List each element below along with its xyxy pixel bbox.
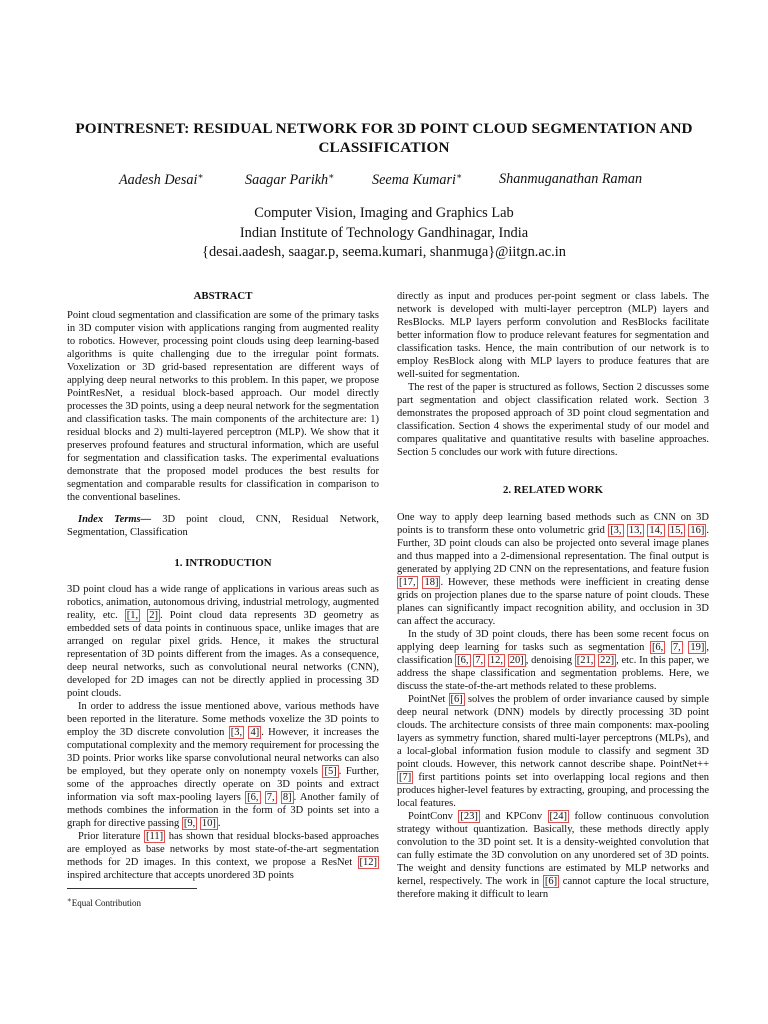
citation-link[interactable]: [7] [399,772,412,783]
citation-link[interactable]: 19] [690,642,705,653]
author-name: Seema Kumari [372,172,456,188]
citation-link[interactable]: [17, [399,577,416,588]
citation-link[interactable]: [3, [230,727,243,738]
intro-paragraph-3 [67,830,379,882]
related-paragraph-2 [397,628,709,693]
citation-link[interactable]: 12, [489,655,504,666]
citation-link[interactable]: 10] [201,818,216,829]
intro-paragraph-1 [67,583,379,700]
citation-link[interactable]: 2] [149,610,159,621]
related-work-heading: 2. RELATED WORK [502,484,604,496]
citation-link[interactable]: 16] [690,525,705,536]
body-text: cannot capture the local structure, therefore making it difficult to learn [397,876,709,900]
citation-link[interactable]: [6, [247,792,259,803]
affiliation-block [60,204,708,263]
related-paragraph-3 [397,693,709,810]
abstract-heading: ABSTRACT [193,290,253,302]
body-text: has shown that residual blocks-based approaches are employed as base networks by most state-of-the-art segmentation methods for 2D images. In this context, we propose a ResNet [67,831,379,868]
citation-link[interactable]: [5] [324,766,337,777]
citation-link[interactable]: [6, [651,642,664,653]
body-text: One way to apply deep learning based methods such as CNN on 3D points is to transform these onto volumetric grid [397,512,709,536]
citation-link[interactable]: 4] [250,727,260,738]
author-name: Shanmuganathan Raman [499,171,643,187]
paper-structure-paragraph: The rest of the paper is structured as follows, Section 2 discusses some part segmentation and object classification related work. Section 3 demonstrates the proposed approach of 3D point cloud segmentation and classification. Section 4 shows the experimental study of our model and compares qualitative and quantitative results with baseline approaches. Section 5 concludes our work with future directions. [397,382,709,458]
lab-name: Computer Vision, Imaging and Graphics Lab [254,205,514,221]
body-text: first partitions points set into overlapping local regions and then produces higher-level features by extracting, grouping, and processing the local features. [397,772,709,809]
intro-paragraph-2 [67,700,379,830]
citation-link[interactable]: [6] [450,694,463,705]
body-text: and KPConv [479,811,548,822]
body-text: 3D point cloud has a wide range of applications in various areas such as robotics, animation, autonomous driving, industrial metrology, augmented reality, etc. [67,584,379,621]
body-text: follow continuous convolution strategy without quantization. Basically, these methods directly apply convolution to the 3D point set. It is a density-weighted convolution that can fully estimate the 3D convolution on any unordered set of 3D points. The weight and density functions are estimated by MLP networks and kernel, respectively. The work in [397,811,709,887]
citation-link[interactable]: 15, [669,525,684,536]
author-3 [372,171,462,189]
citation-link[interactable]: [6, [457,655,469,666]
citation-link[interactable]: 7, [475,655,484,666]
equal-contribution-mark: ∗ [455,171,463,181]
author-list [60,171,708,191]
index-terms [67,513,379,539]
equal-contribution-mark: ∗ [197,171,204,181]
citation-link[interactable]: 8] [282,792,292,803]
footnote [67,895,379,909]
institute-name: Indian Institute of Technology Gandhinagar, India [239,224,529,241]
body-text: solves the problem of order invariance caused by simple deep neural network (DNN) models by directly processing 3D point clouds. The architecture consists of three main components: max-pooling layers as symmetry function, shared multi-layer perceptrons (MLPs), and a local-global information fusion module to classify and segment 3D point clouds. However, this network cannot describe shape. PointNet++ [397,694,709,770]
introduction-heading: 1. INTRODUCTION [174,557,272,569]
index-terms-text: 3D point cloud, CNN, Residual Network, Segmentation, Classification [67,514,379,538]
email-addresses: {desai.aadesh, saagar.p, seema.kumari, shanmuga}@iitgn.ac.in [202,244,566,260]
citation-link[interactable]: [11] [146,831,164,842]
paper-title: POINTRESNET: RESIDUAL NETWORK FOR 3D POINT CLOUD SEGMENTATION AND CLASSIFICATION [75,120,693,156]
left-column [67,290,379,909]
body-text: inspired architecture that accepts unordered 3D points [67,870,294,881]
citation-link[interactable]: [23] [460,811,478,822]
citation-link[interactable]: [21, [576,655,594,666]
intro-continued-paragraph: directly as input and produces per-point segment or class labels. The network is developed with multi-layer perceptron (MLP) layers and ResBlocks. MLP layers perform convolution and ResBlocks facilitate better information flow to produce relevant features for segmentation and classification tasks. Hence, the main contribution of our network is to employ ResBlock along with MLP layers to produce features that are well-suited for segmentation. [397,291,709,380]
related-paragraph-4 [397,810,709,901]
body-text: . Point cloud data represents 3D geometry as embedded sets of data points in continuous space, unlike images that are arranged on regular pixel grids. Hence, it makes the structural representation of 3D points different from the images. As a consequence, deep neural networks, such as convolutional neural networks (CNN), developed for 2D images can not be directly applied in processing 3D point clouds. [67,610,379,699]
body-text: . Further, some of the approaches directly operate on 3D points and extract information via soft max-pooling layers [67,766,379,803]
citation-link[interactable]: [1, [126,610,139,621]
citation-link[interactable]: 7, [672,642,681,653]
citation-link[interactable]: 22] [600,655,615,666]
citation-link[interactable]: [12] [359,857,377,868]
citation-link[interactable]: 7, [266,792,275,803]
author-2 [245,171,334,189]
body-text: Prior literature [78,831,145,842]
right-column [397,290,709,901]
body-text: . However, these methods were inefficient in creating dense grids on projection planes due to the sparse nature of point clouds. These planes can significantly impact recognition ability, and occlusion in 3D can affect the accuracy. [397,577,709,627]
body-text: . [217,818,221,829]
body-text: . Further, 3D point clouds can also be projected onto several image planes and thus mapped into a 2-dimensional representation. The final output is generated by applying 2D CNN on the representations, and feature fusion [397,525,709,575]
body-text: , classification [397,642,709,666]
body-text: . Another family of methods combines the information in the form of 3D points set into a graph for directive passing [67,792,379,829]
body-text: In order to address the issue mentioned above, various methods have been reported in the literature. Some methods voxelize the 3D points to employ the 3D discrete convolution [67,701,379,738]
footnote-text: Equal Contribution [71,898,142,908]
related-paragraph-1 [397,511,709,628]
footnote-rule [67,888,197,889]
body-text: . However, it increases the computational complexity and the memory requirement for processing the 3D points. Prior works like sparse convolutional neural networks can also be employed, but they operate only on nonempty voxels [67,727,380,777]
author-1 [119,171,204,189]
author-name: Aadesh Desai [119,172,198,188]
author-name: Saagar Parikh [245,172,329,188]
citation-link[interactable]: 18] [424,577,439,588]
citation-link[interactable]: [9, [183,818,196,829]
footnote-mark: ∗ [67,896,72,904]
citation-link[interactable]: [3, [610,525,622,536]
author-4 [499,171,642,188]
citation-link[interactable]: 13, [628,525,643,536]
equal-contribution-mark: ∗ [328,171,335,181]
index-terms-label: Index Terms— [78,514,152,525]
body-text: In the study of 3D point clouds, there has been some recent focus on applying deep learning for tasks such as segmentation [397,629,709,653]
body-text: PointNet [408,694,449,705]
citation-link[interactable]: [6] [544,876,558,887]
citation-link[interactable]: 14, [649,525,663,536]
body-text: , etc. In this paper, we address the shape classification and segmentation problems. Here, we discuss the state-of-the-art methods related to these problems. [397,655,710,692]
citation-link[interactable]: 20] [509,655,524,666]
citation-link[interactable]: [24] [549,811,568,822]
abstract-text: Point cloud segmentation and classification are some of the primary tasks in 3D computer vision with applications ranging from augmented reality to robotics. However, processing point clouds using deep learning-based algorithms is quite challenging due to the irregular point formats. Voxelization or 3D grid-based representation are different ways of applying deep neural networks to this problem. In this paper, we propose PointResNet, a residual block-based approach. Our model directly processes the 3D points, using a deep neural network for the segmentation and classification tasks. The main components of the architecture are: 1) residual blocks and 2) multi-layered perceptron (MLP). We show that it preserves profound features and structural information, which are useful for segmentation and classification tasks. The experimental evaluations demonstrate that the proposed model produces the best results for segmentation and comparable results for classification in comparison to the conventional baselines. [67,310,380,503]
body-text: PointConv [408,811,459,822]
body-text: , denoising [525,655,575,666]
